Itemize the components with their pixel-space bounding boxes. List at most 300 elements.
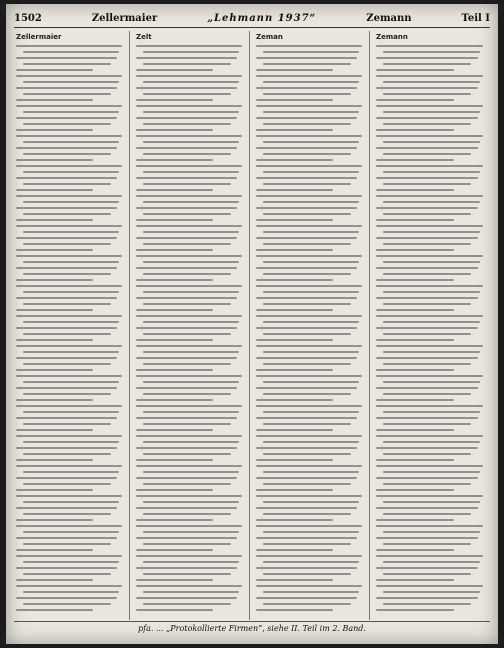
entry-line-placeholder [136, 609, 213, 611]
entry-line-placeholder [23, 231, 120, 233]
entry-line-placeholder [383, 501, 481, 503]
entry-line-placeholder [263, 93, 351, 95]
entry-line-placeholder [136, 579, 213, 581]
header-rule [14, 27, 490, 28]
entry-line-placeholder [383, 591, 481, 593]
entry-line-placeholder [143, 393, 231, 395]
entry-line-placeholder [376, 45, 483, 47]
illegible-entry-lines [136, 45, 246, 616]
entry-line-placeholder [136, 285, 242, 287]
entry-line-placeholder [383, 351, 481, 353]
entry-line-placeholder [23, 141, 120, 143]
entry-line-placeholder [23, 591, 120, 593]
entry-line-placeholder [256, 207, 357, 209]
entry-line-placeholder [16, 495, 122, 497]
entry-line-placeholder [16, 465, 122, 467]
entry-line-placeholder [256, 375, 362, 377]
part-label: Teil I [461, 12, 490, 24]
entry-line-placeholder [376, 117, 478, 119]
entry-line-placeholder [256, 495, 362, 497]
entry-line-placeholder [23, 441, 120, 443]
entry-line-placeholder [376, 237, 478, 239]
entry-line-placeholder [136, 429, 213, 431]
entry-line-placeholder [383, 231, 481, 233]
entry-line-placeholder [256, 555, 362, 557]
entry-line-placeholder [256, 417, 357, 419]
entry-line-placeholder [16, 165, 122, 167]
entry-line-placeholder [136, 525, 242, 527]
entry-line-placeholder [136, 207, 237, 209]
entry-line-placeholder [256, 69, 333, 71]
entry-line-placeholder [263, 501, 360, 503]
entry-line-placeholder [136, 399, 213, 401]
entry-line-placeholder [263, 153, 351, 155]
entry-line-placeholder [23, 561, 120, 563]
entry-line-placeholder [376, 435, 483, 437]
entry-line-placeholder [16, 129, 93, 131]
entry-line-placeholder [23, 453, 111, 455]
entry-line-placeholder [136, 519, 213, 521]
entry-line-placeholder [143, 231, 240, 233]
entry-line-placeholder [16, 285, 122, 287]
entry-line-placeholder [256, 315, 362, 317]
entry-line-placeholder [136, 549, 213, 551]
entry-line-placeholder [263, 261, 360, 263]
entry-line-placeholder [376, 309, 454, 311]
entry-line-placeholder [16, 537, 117, 539]
entry-line-placeholder [16, 87, 117, 89]
entry-line-placeholder [23, 273, 111, 275]
entry-line-placeholder [16, 399, 93, 401]
entry-line-placeholder [383, 471, 481, 473]
entry-line-placeholder [256, 225, 362, 227]
entry-line-placeholder [256, 177, 357, 179]
column-headword: Zemann [376, 33, 408, 41]
entry-line-placeholder [136, 237, 237, 239]
entry-line-placeholder [16, 279, 93, 281]
entry-line-placeholder [383, 291, 481, 293]
entry-line-placeholder [383, 423, 472, 425]
entry-line-placeholder [143, 303, 231, 305]
entry-line-placeholder [23, 111, 120, 113]
entry-line-placeholder [143, 243, 231, 245]
entry-line-placeholder [143, 171, 240, 173]
entry-line-placeholder [376, 129, 454, 131]
entry-line-placeholder [23, 471, 120, 473]
entry-line-placeholder [256, 459, 333, 461]
entry-line-placeholder [376, 255, 483, 257]
entry-line-placeholder [16, 225, 122, 227]
entry-line-placeholder [256, 309, 333, 311]
entry-line-placeholder [263, 171, 360, 173]
entry-line-placeholder [136, 57, 237, 59]
entry-line-placeholder [16, 555, 122, 557]
entry-line-placeholder [263, 273, 351, 275]
entry-line-placeholder [376, 477, 478, 479]
entry-line-placeholder [256, 159, 333, 161]
entry-line-placeholder [23, 81, 120, 83]
entry-line-placeholder [256, 357, 357, 359]
entry-line-placeholder [143, 513, 231, 515]
entry-line-placeholder [263, 63, 351, 65]
entry-line-placeholder [136, 279, 213, 281]
entry-line-placeholder [256, 45, 362, 47]
entry-line-placeholder [256, 477, 357, 479]
entry-line-placeholder [383, 411, 481, 413]
entry-line-placeholder [383, 123, 472, 125]
entry-line-placeholder [256, 255, 362, 257]
entry-line-placeholder [143, 291, 240, 293]
entry-line-placeholder [256, 405, 362, 407]
entry-line-placeholder [136, 255, 242, 257]
entry-line-placeholder [256, 267, 357, 269]
entry-line-placeholder [136, 597, 237, 599]
entry-line-placeholder [383, 603, 472, 605]
entry-line-placeholder [256, 165, 362, 167]
entry-line-placeholder [383, 543, 472, 545]
entry-line-placeholder [376, 585, 483, 587]
entry-line-placeholder [143, 153, 231, 155]
entry-line-placeholder [16, 327, 117, 329]
entry-line-placeholder [23, 411, 120, 413]
entry-line-placeholder [256, 525, 362, 527]
entry-line-placeholder [23, 531, 120, 533]
entry-line-placeholder [136, 417, 237, 419]
entry-line-placeholder [23, 513, 111, 515]
entry-line-placeholder [16, 69, 93, 71]
entry-line-placeholder [383, 141, 481, 143]
entry-line-placeholder [16, 195, 122, 197]
column-1 [14, 31, 130, 620]
entry-line-placeholder [376, 135, 483, 137]
entry-line-placeholder [383, 453, 472, 455]
entry-line-placeholder [263, 51, 360, 53]
entry-line-placeholder [263, 213, 351, 215]
entry-line-placeholder [376, 87, 478, 89]
entry-line-placeholder [376, 537, 478, 539]
entry-line-placeholder [16, 75, 122, 77]
entry-line-placeholder [263, 141, 360, 143]
entry-line-placeholder [376, 249, 454, 251]
entry-line-placeholder [136, 537, 237, 539]
entry-line-placeholder [263, 423, 351, 425]
entry-line-placeholder [376, 285, 483, 287]
entry-line-placeholder [16, 219, 93, 221]
entry-line-placeholder [23, 123, 111, 125]
entry-line-placeholder [256, 609, 333, 611]
entry-line-placeholder [256, 117, 357, 119]
entry-line-placeholder [256, 465, 362, 467]
entry-line-placeholder [16, 297, 117, 299]
entry-line-placeholder [16, 135, 122, 137]
entry-line-placeholder [23, 321, 120, 323]
entry-line-placeholder [143, 441, 240, 443]
entry-line-placeholder [263, 243, 351, 245]
entry-line-placeholder [383, 561, 481, 563]
entry-line-placeholder [143, 351, 240, 353]
entry-line-placeholder [143, 471, 240, 473]
entry-line-placeholder [256, 105, 362, 107]
entry-line-placeholder [23, 351, 120, 353]
entry-line-placeholder [376, 597, 478, 599]
entry-line-placeholder [143, 141, 240, 143]
entry-line-placeholder [16, 585, 122, 587]
entry-line-placeholder [23, 93, 111, 95]
entry-line-placeholder [16, 105, 122, 107]
entry-line-placeholder [136, 105, 242, 107]
entry-line-placeholder [16, 309, 93, 311]
entry-line-placeholder [23, 573, 111, 575]
entry-line-placeholder [16, 177, 117, 179]
entry-line-placeholder [23, 483, 111, 485]
column-headword: Zellermaier [16, 33, 62, 41]
entry-line-placeholder [16, 387, 117, 389]
entry-line-placeholder [376, 399, 454, 401]
entry-line-placeholder [256, 489, 333, 491]
entry-line-placeholder [263, 441, 360, 443]
entry-line-placeholder [256, 189, 333, 191]
illegible-entry-lines [376, 45, 487, 616]
entry-line-placeholder [256, 519, 333, 521]
entry-line-placeholder [376, 519, 454, 521]
entry-line-placeholder [376, 417, 478, 419]
entry-line-placeholder [16, 489, 93, 491]
entry-line-placeholder [136, 315, 242, 317]
entry-line-placeholder [16, 549, 93, 551]
entry-line-placeholder [263, 531, 360, 533]
entry-line-placeholder [263, 231, 360, 233]
entry-line-placeholder [16, 147, 117, 149]
entry-line-placeholder [376, 549, 454, 551]
entry-line-placeholder [23, 261, 120, 263]
entry-line-placeholder [23, 423, 111, 425]
entry-line-placeholder [376, 447, 478, 449]
entry-line-placeholder [383, 183, 472, 185]
entry-line-placeholder [136, 195, 242, 197]
entry-line-placeholder [263, 351, 360, 353]
entry-line-placeholder [136, 135, 242, 137]
entry-line-placeholder [23, 381, 120, 383]
entry-line-placeholder [143, 501, 240, 503]
column-2 [134, 31, 250, 620]
entry-line-placeholder [376, 555, 483, 557]
entry-line-placeholder [16, 117, 117, 119]
entry-line-placeholder [256, 585, 362, 587]
entry-line-placeholder [136, 129, 213, 131]
entry-line-placeholder [136, 189, 213, 191]
entry-line-placeholder [16, 525, 122, 527]
entry-line-placeholder [383, 213, 472, 215]
entry-line-placeholder [256, 75, 362, 77]
entry-line-placeholder [16, 435, 122, 437]
entry-line-placeholder [256, 285, 362, 287]
entry-line-placeholder [136, 447, 237, 449]
entry-line-placeholder [263, 183, 351, 185]
entry-line-placeholder [136, 339, 213, 341]
entry-line-placeholder [376, 159, 454, 161]
right-running-head: Zemann [366, 12, 412, 24]
entry-line-placeholder [136, 45, 242, 47]
entry-line-placeholder [136, 297, 237, 299]
entry-line-placeholder [376, 69, 454, 71]
entry-line-placeholder [376, 105, 483, 107]
entry-line-placeholder [376, 345, 483, 347]
entry-line-placeholder [256, 297, 357, 299]
entry-line-placeholder [263, 321, 360, 323]
entry-line-placeholder [136, 165, 242, 167]
column-headword: Zelt [136, 33, 152, 41]
entry-line-placeholder [383, 63, 472, 65]
entry-line-placeholder [256, 279, 333, 281]
entry-line-placeholder [143, 111, 240, 113]
entry-line-placeholder [256, 507, 357, 509]
entry-line-placeholder [256, 57, 357, 59]
entry-line-placeholder [376, 267, 478, 269]
entry-line-placeholder [143, 381, 240, 383]
entry-line-placeholder [256, 219, 333, 221]
entry-line-placeholder [383, 531, 481, 533]
entry-line-placeholder [16, 447, 117, 449]
entry-line-placeholder [376, 99, 454, 101]
entry-line-placeholder [383, 93, 472, 95]
entry-line-placeholder [23, 393, 111, 395]
entry-line-placeholder [263, 513, 351, 515]
entry-line-placeholder [16, 249, 93, 251]
entry-line-placeholder [143, 363, 231, 365]
entry-line-placeholder [16, 339, 93, 341]
entry-line-placeholder [136, 369, 213, 371]
entry-line-placeholder [23, 63, 111, 65]
entry-line-placeholder [143, 213, 231, 215]
entry-line-placeholder [383, 363, 472, 365]
entry-line-placeholder [143, 183, 231, 185]
entry-line-placeholder [16, 459, 93, 461]
entry-line-placeholder [16, 45, 122, 47]
entry-line-placeholder [256, 399, 333, 401]
entry-line-placeholder [383, 153, 472, 155]
entry-line-placeholder [136, 69, 213, 71]
entry-line-placeholder [23, 51, 120, 53]
entry-line-placeholder [263, 81, 360, 83]
entry-line-placeholder [383, 333, 472, 335]
directory-title: „Lehmann 1937“ [207, 12, 317, 24]
entry-line-placeholder [383, 81, 481, 83]
entry-line-placeholder [136, 87, 237, 89]
entry-line-placeholder [16, 357, 117, 359]
entry-line-placeholder [16, 369, 93, 371]
entry-line-placeholder [376, 507, 478, 509]
entry-line-placeholder [16, 267, 117, 269]
entry-line-placeholder [256, 579, 333, 581]
entry-line-placeholder [376, 225, 483, 227]
entry-line-placeholder [376, 387, 478, 389]
entry-line-placeholder [143, 51, 240, 53]
entry-line-placeholder [263, 381, 360, 383]
entry-line-placeholder [16, 375, 122, 377]
entry-line-placeholder [383, 381, 481, 383]
entry-line-placeholder [143, 63, 231, 65]
entry-line-placeholder [136, 489, 213, 491]
entry-line-placeholder [23, 201, 120, 203]
entry-line-placeholder [136, 555, 242, 557]
entry-line-placeholder [16, 579, 93, 581]
entry-line-placeholder [376, 609, 454, 611]
entry-line-placeholder [376, 459, 454, 461]
entry-line-placeholder [143, 273, 231, 275]
entry-line-placeholder [376, 75, 483, 77]
entry-line-placeholder [256, 387, 357, 389]
entry-line-placeholder [16, 567, 117, 569]
entry-line-placeholder [16, 207, 117, 209]
entry-line-placeholder [263, 471, 360, 473]
entry-line-placeholder [23, 501, 120, 503]
entry-line-placeholder [376, 147, 478, 149]
entry-line-placeholder [16, 519, 93, 521]
entry-line-placeholder [376, 297, 478, 299]
entry-line-placeholder [143, 93, 231, 95]
entry-line-placeholder [136, 267, 237, 269]
column-3 [254, 31, 370, 620]
entry-line-placeholder [256, 99, 333, 101]
entry-line-placeholder [263, 573, 351, 575]
entry-line-placeholder [376, 279, 454, 281]
entry-line-placeholder [383, 441, 481, 443]
entry-line-placeholder [256, 345, 362, 347]
entry-line-placeholder [383, 573, 472, 575]
entry-line-placeholder [376, 177, 478, 179]
entry-line-placeholder [143, 333, 231, 335]
entry-line-placeholder [23, 183, 111, 185]
entry-line-placeholder [263, 201, 360, 203]
entry-line-placeholder [256, 567, 357, 569]
entry-line-placeholder [16, 609, 93, 611]
illegible-entry-lines [16, 45, 126, 616]
entry-line-placeholder [143, 423, 231, 425]
entry-line-placeholder [16, 417, 117, 419]
entry-line-placeholder [256, 195, 362, 197]
entry-line-placeholder [23, 291, 120, 293]
entry-line-placeholder [16, 429, 93, 431]
entry-line-placeholder [136, 225, 242, 227]
entry-line-placeholder [136, 387, 237, 389]
entry-line-placeholder [383, 273, 472, 275]
entry-line-placeholder [143, 261, 240, 263]
column-headword: Zeman [256, 33, 283, 41]
entry-line-placeholder [16, 237, 117, 239]
entry-line-placeholder [136, 159, 213, 161]
entry-line-placeholder [383, 171, 481, 173]
entry-line-placeholder [256, 429, 333, 431]
entry-line-placeholder [143, 411, 240, 413]
entry-line-placeholder [256, 249, 333, 251]
entry-line-placeholder [376, 579, 454, 581]
entry-line-placeholder [16, 507, 117, 509]
entry-line-placeholder [16, 159, 93, 161]
entry-line-placeholder [136, 117, 237, 119]
page-footer: pfa. ... „Protokollierte Firmen“, siehe II. Teil im 2. Band. [14, 621, 490, 638]
entry-line-placeholder [383, 513, 472, 515]
entry-line-placeholder [136, 375, 242, 377]
entry-line-placeholder [256, 237, 357, 239]
entry-line-placeholder [376, 495, 483, 497]
entry-line-placeholder [376, 315, 483, 317]
page-header [14, 10, 490, 26]
entry-line-placeholder [136, 435, 242, 437]
entry-line-placeholder [136, 495, 242, 497]
column-4 [374, 31, 490, 620]
entry-line-placeholder [263, 591, 360, 593]
entry-line-placeholder [143, 531, 240, 533]
